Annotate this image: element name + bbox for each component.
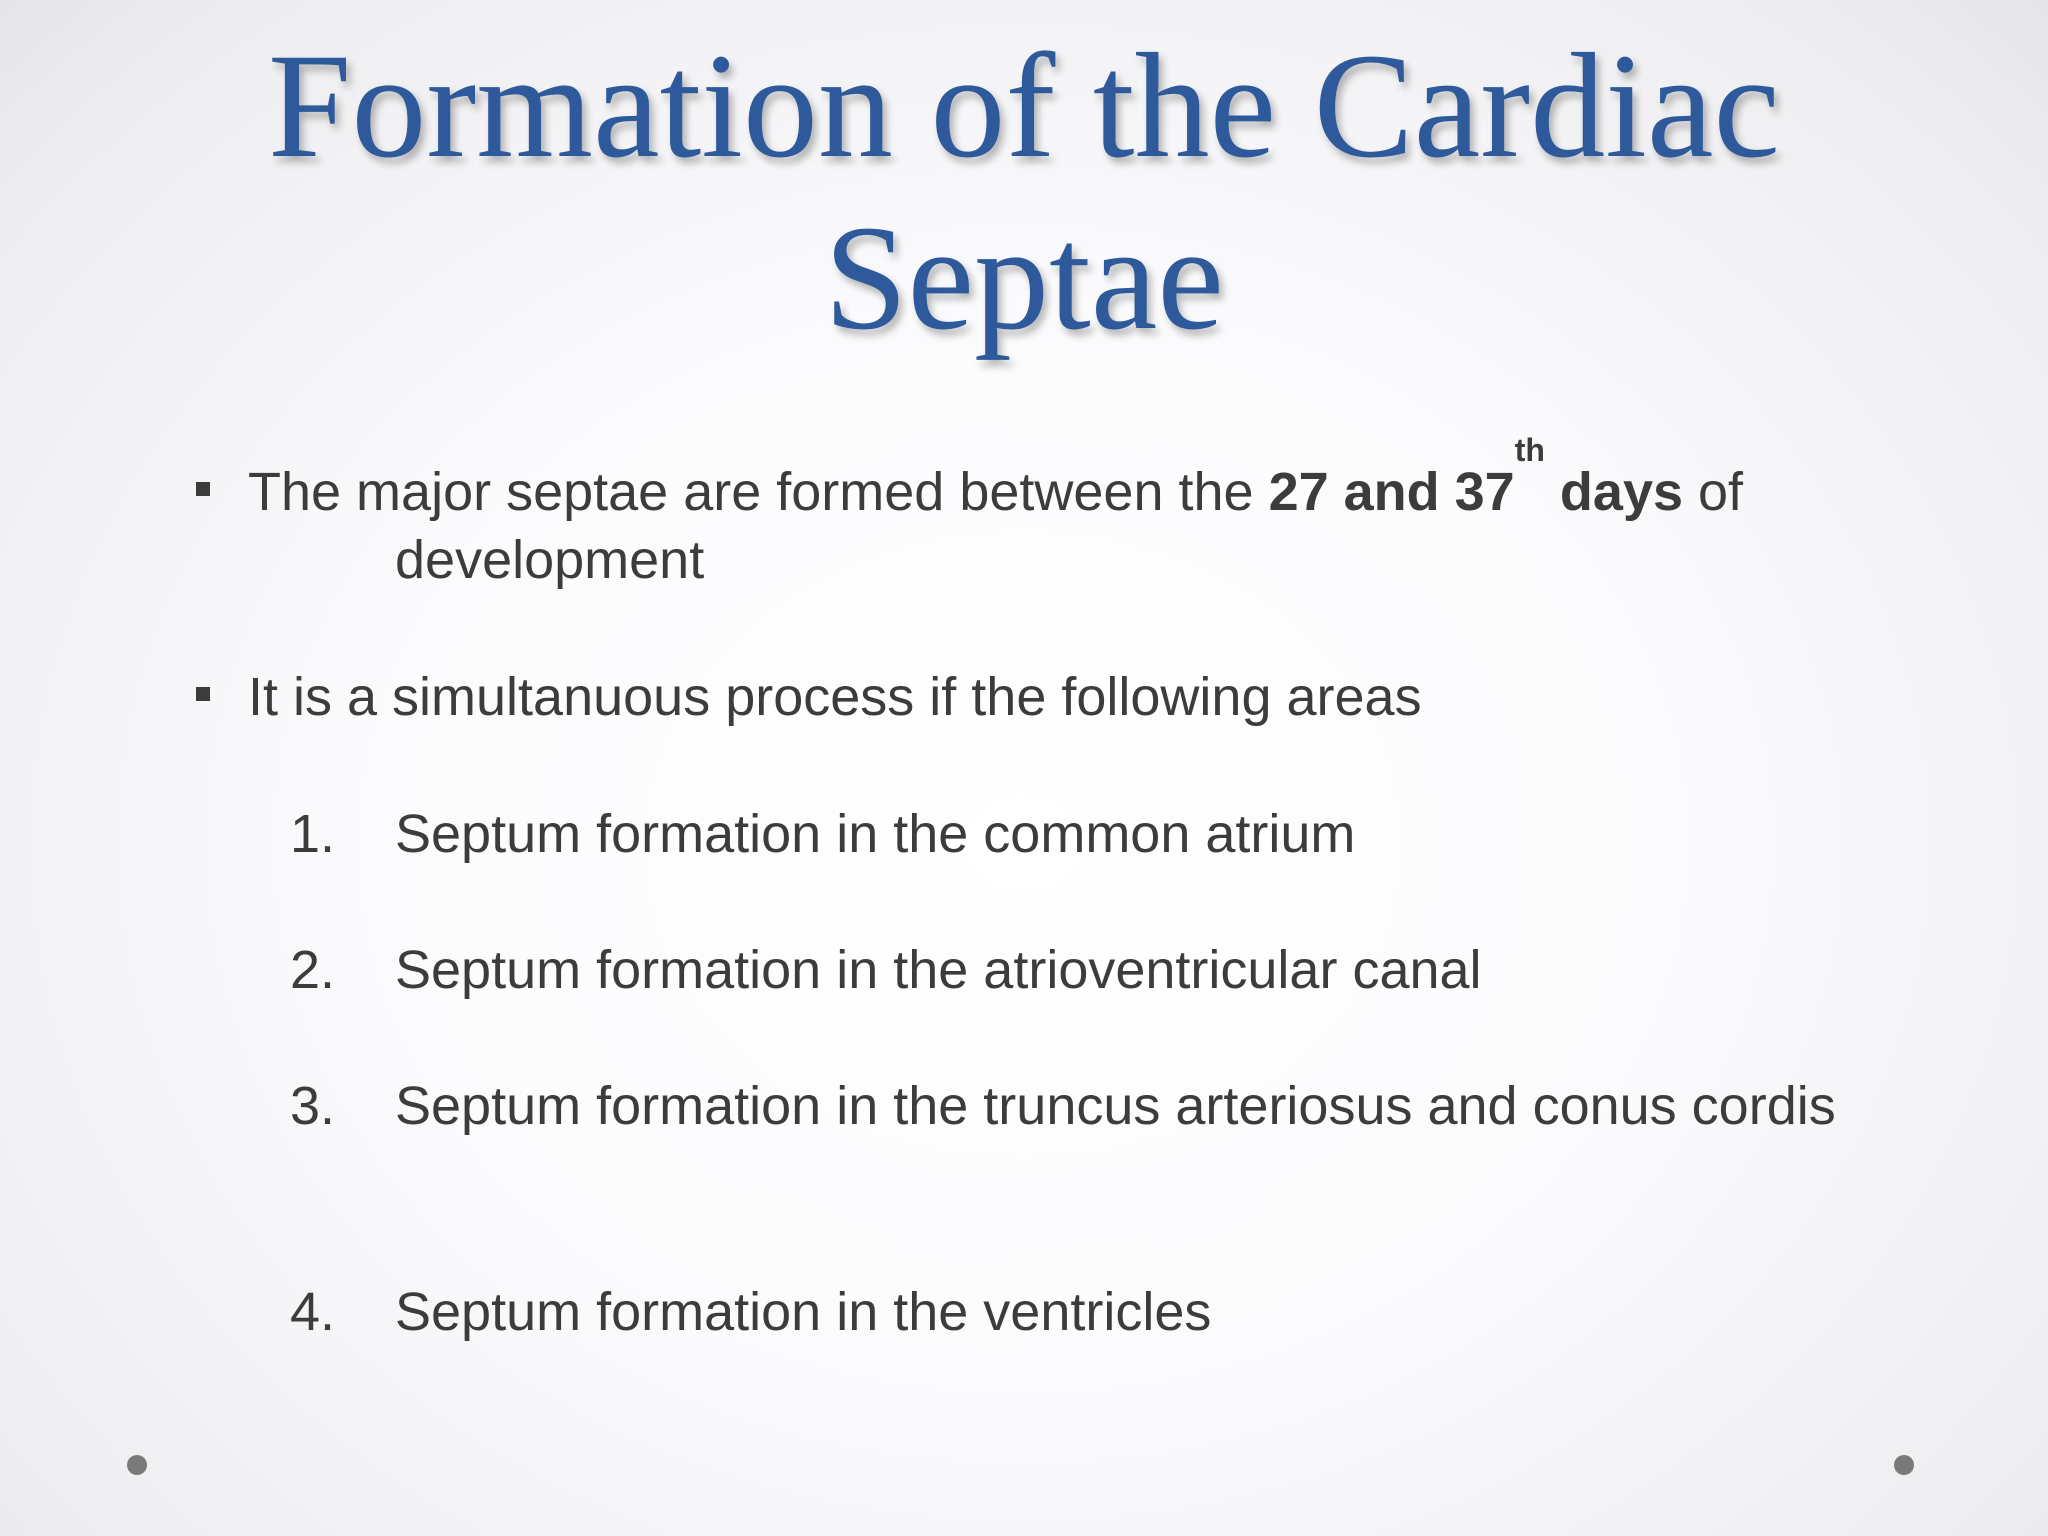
slide-title-line-1: Formation of the Cardiac [267, 23, 1781, 189]
slide-title-line-2: Septae [824, 195, 1224, 361]
bullet-1-line-2: development [395, 530, 705, 590]
numbered-item-1-text: Septum formation in the common atrium [395, 804, 1356, 864]
bullet-1-bold-word: days [1544, 462, 1684, 522]
square-bullet-icon [196, 482, 210, 496]
bullet-1-line-1 [248, 432, 1744, 526]
bullet-1-suffix: of [1683, 462, 1744, 522]
numbered-item-4-number: 4. [290, 1282, 336, 1342]
numbered-item-2-text: Septum formation in the atrioventricular canal [395, 940, 1482, 1000]
bullet-2-text: It is a simultanuous process if the following areas [248, 667, 1422, 727]
square-bullet-icon [196, 687, 210, 701]
bullet-1-superscript: th [1514, 432, 1545, 468]
numbered-item-2-number: 2. [290, 940, 336, 1000]
numbered-item-3-number: 3. [290, 1076, 336, 1136]
bullet-1-bold-number: 27 and 37 [1268, 462, 1515, 522]
numbered-item-4-text: Septum formation in the ventricles [395, 1282, 1212, 1342]
corner-dot-right-icon [1894, 1455, 1914, 1475]
numbered-item-1-number: 1. [290, 804, 336, 864]
corner-dot-left-icon [127, 1455, 147, 1475]
numbered-item-3-text: Septum formation in the truncus arteriosus and conus cordis [395, 1076, 1836, 1136]
slide-title [100, 20, 1948, 364]
bullet-1-prefix: The major septae are formed between the [248, 462, 1269, 522]
bullet-1-bold-days [1268, 432, 1684, 522]
